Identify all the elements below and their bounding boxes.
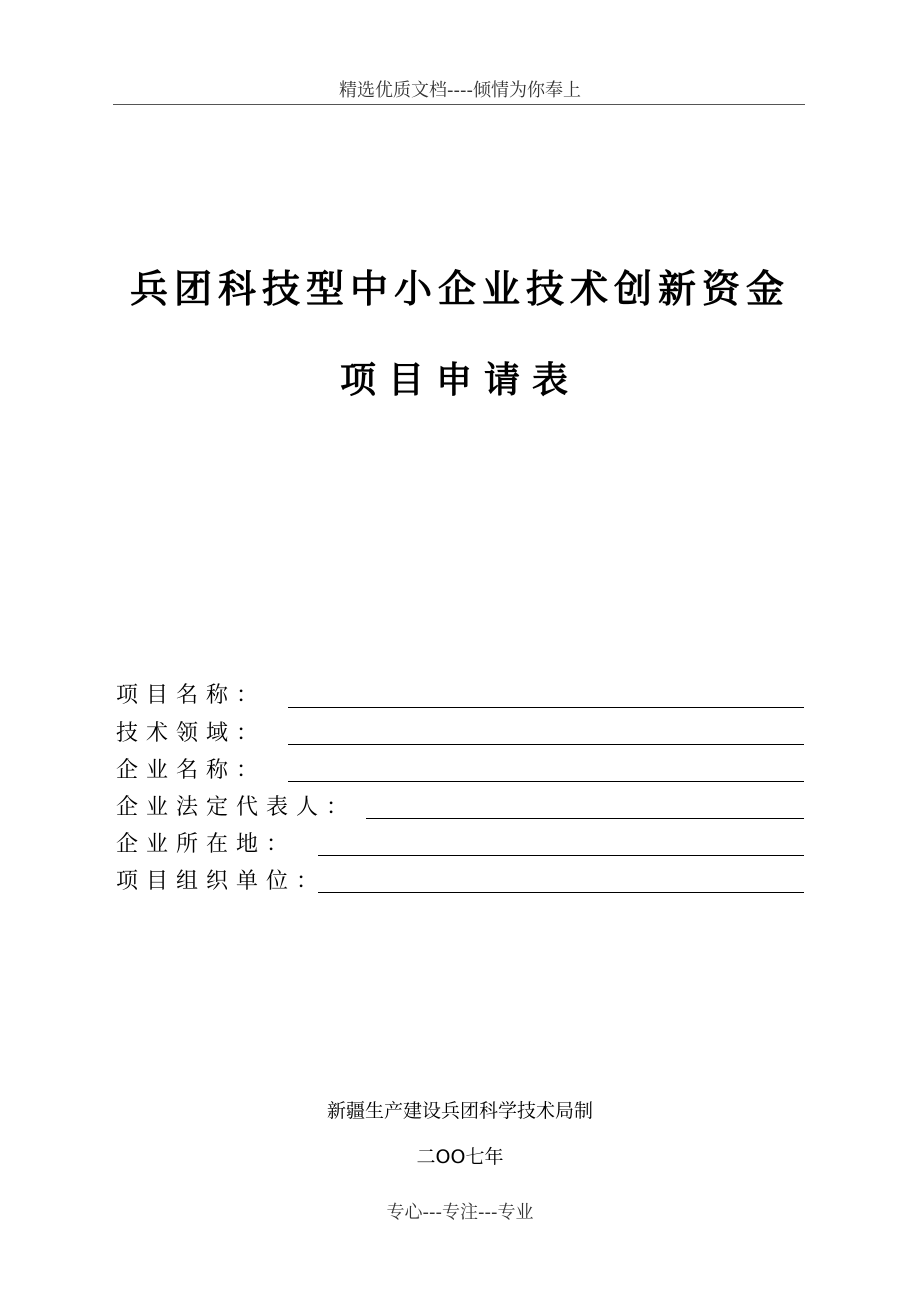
header-rule [113,104,805,105]
field-line-project-name[interactable] [288,707,804,708]
field-label-legal-representative: 企业法定代表人： [116,795,357,820]
field-line-enterprise-location[interactable] [318,855,804,856]
field-line-technical-domain[interactable] [288,744,804,745]
field-label-enterprise-name: 企业名称： [116,758,267,783]
field-line-enterprise-name[interactable] [288,781,804,782]
page-footer: 专心---专注---专业 [386,1202,534,1223]
issue-year: 二OO七年 [416,1146,504,1168]
field-line-legal-representative[interactable] [366,818,804,819]
document-title: 兵团科技型中小企业技术创新资金 [129,267,790,311]
field-label-organizing-unit: 项目组织单位： [116,869,327,894]
field-label-project-name: 项目名称： [116,683,267,708]
document-subtitle: 项目申请表 [339,360,580,401]
field-label-enterprise-location: 企业所在地： [116,832,297,857]
page-header: 精选优质文档----倾情为你奉上 [339,80,581,101]
field-label-technical-domain: 技术领域： [116,721,267,746]
issuing-organization: 新疆生产建设兵团科学技术局制 [326,1100,593,1122]
field-line-organizing-unit[interactable] [318,892,804,893]
